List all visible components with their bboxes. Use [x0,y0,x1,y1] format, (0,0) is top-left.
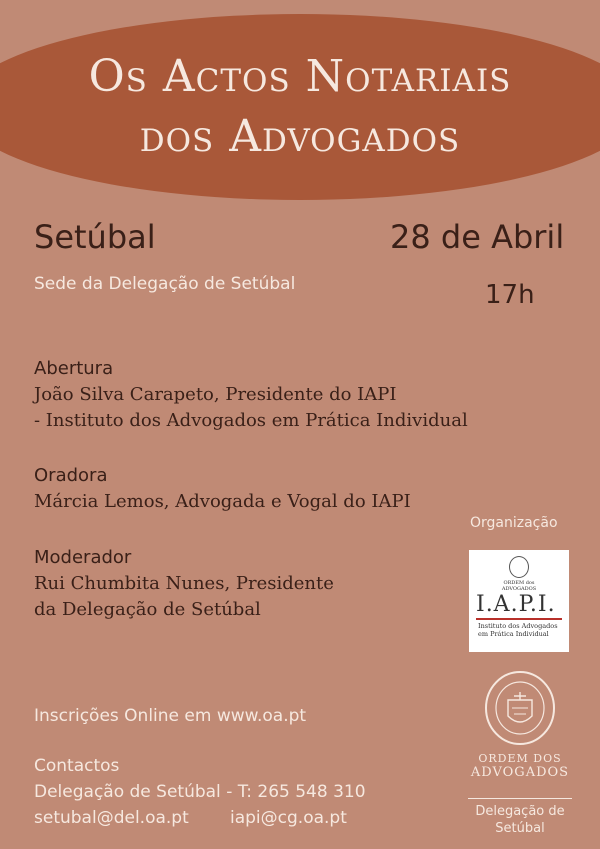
registration-link[interactable]: Inscrições Online em www.oa.pt [34,706,307,726]
ordem-delegation [463,803,577,837]
event-city: Setúbal [34,218,156,256]
speaker-label: Oradora [34,465,108,486]
opening-line-2: - Instituto dos Advogados em Prática Individual [34,410,468,431]
moderator-line-1: Rui Chumbita Nunes, Presidente [34,573,334,594]
iapi-subtitle: Instituto dos Advogados em Prática Individual [478,622,558,638]
opening-line-1: João Silva Carapeto, Presidente do IAPI [34,384,397,405]
iapi-ordem-text: ORDEM dos ADVOGADOS [501,580,537,592]
contacts-email-setubal[interactable]: setubal@del.oa.pt [34,808,189,828]
event-date: 28 de Abril [390,218,565,256]
ordem-delegation-line-1: Delegação de [475,804,565,819]
ordem-delegation-line-2: Setúbal [495,821,545,836]
organization-label: Organização [470,515,558,531]
ordem-name-line-2: ADVOGADOS [470,765,570,780]
ordem-name [463,752,577,780]
title-line-2: dos Advogados [139,111,461,162]
event-time: 17h [485,280,535,310]
contacts-label: Contactos [34,756,120,776]
iapi-name: I.A.P.I. [476,592,556,617]
iapi-rule [476,618,562,620]
ordem-seal-icon [484,670,556,746]
contacts-phone: Delegação de Setúbal - T: 265 548 310 [34,782,366,802]
speaker-line-1: Márcia Lemos, Advogada e Vogal do IAPI [34,491,411,512]
moderator-line-2: da Delegação de Setúbal [34,599,261,620]
event-venue: Sede da Delegação de Setúbal [34,274,296,294]
moderator-label: Moderador [34,547,132,568]
opening-label: Abertura [34,358,114,379]
seal-icon [509,556,529,578]
contacts-email-iapi[interactable]: iapi@cg.oa.pt [230,808,347,828]
ordem-divider [468,798,572,799]
title-banner [0,14,600,200]
ordem-name-line-1: ORDEM DOS [478,752,562,765]
title-line-1: Os Actos Notariais [88,51,512,102]
